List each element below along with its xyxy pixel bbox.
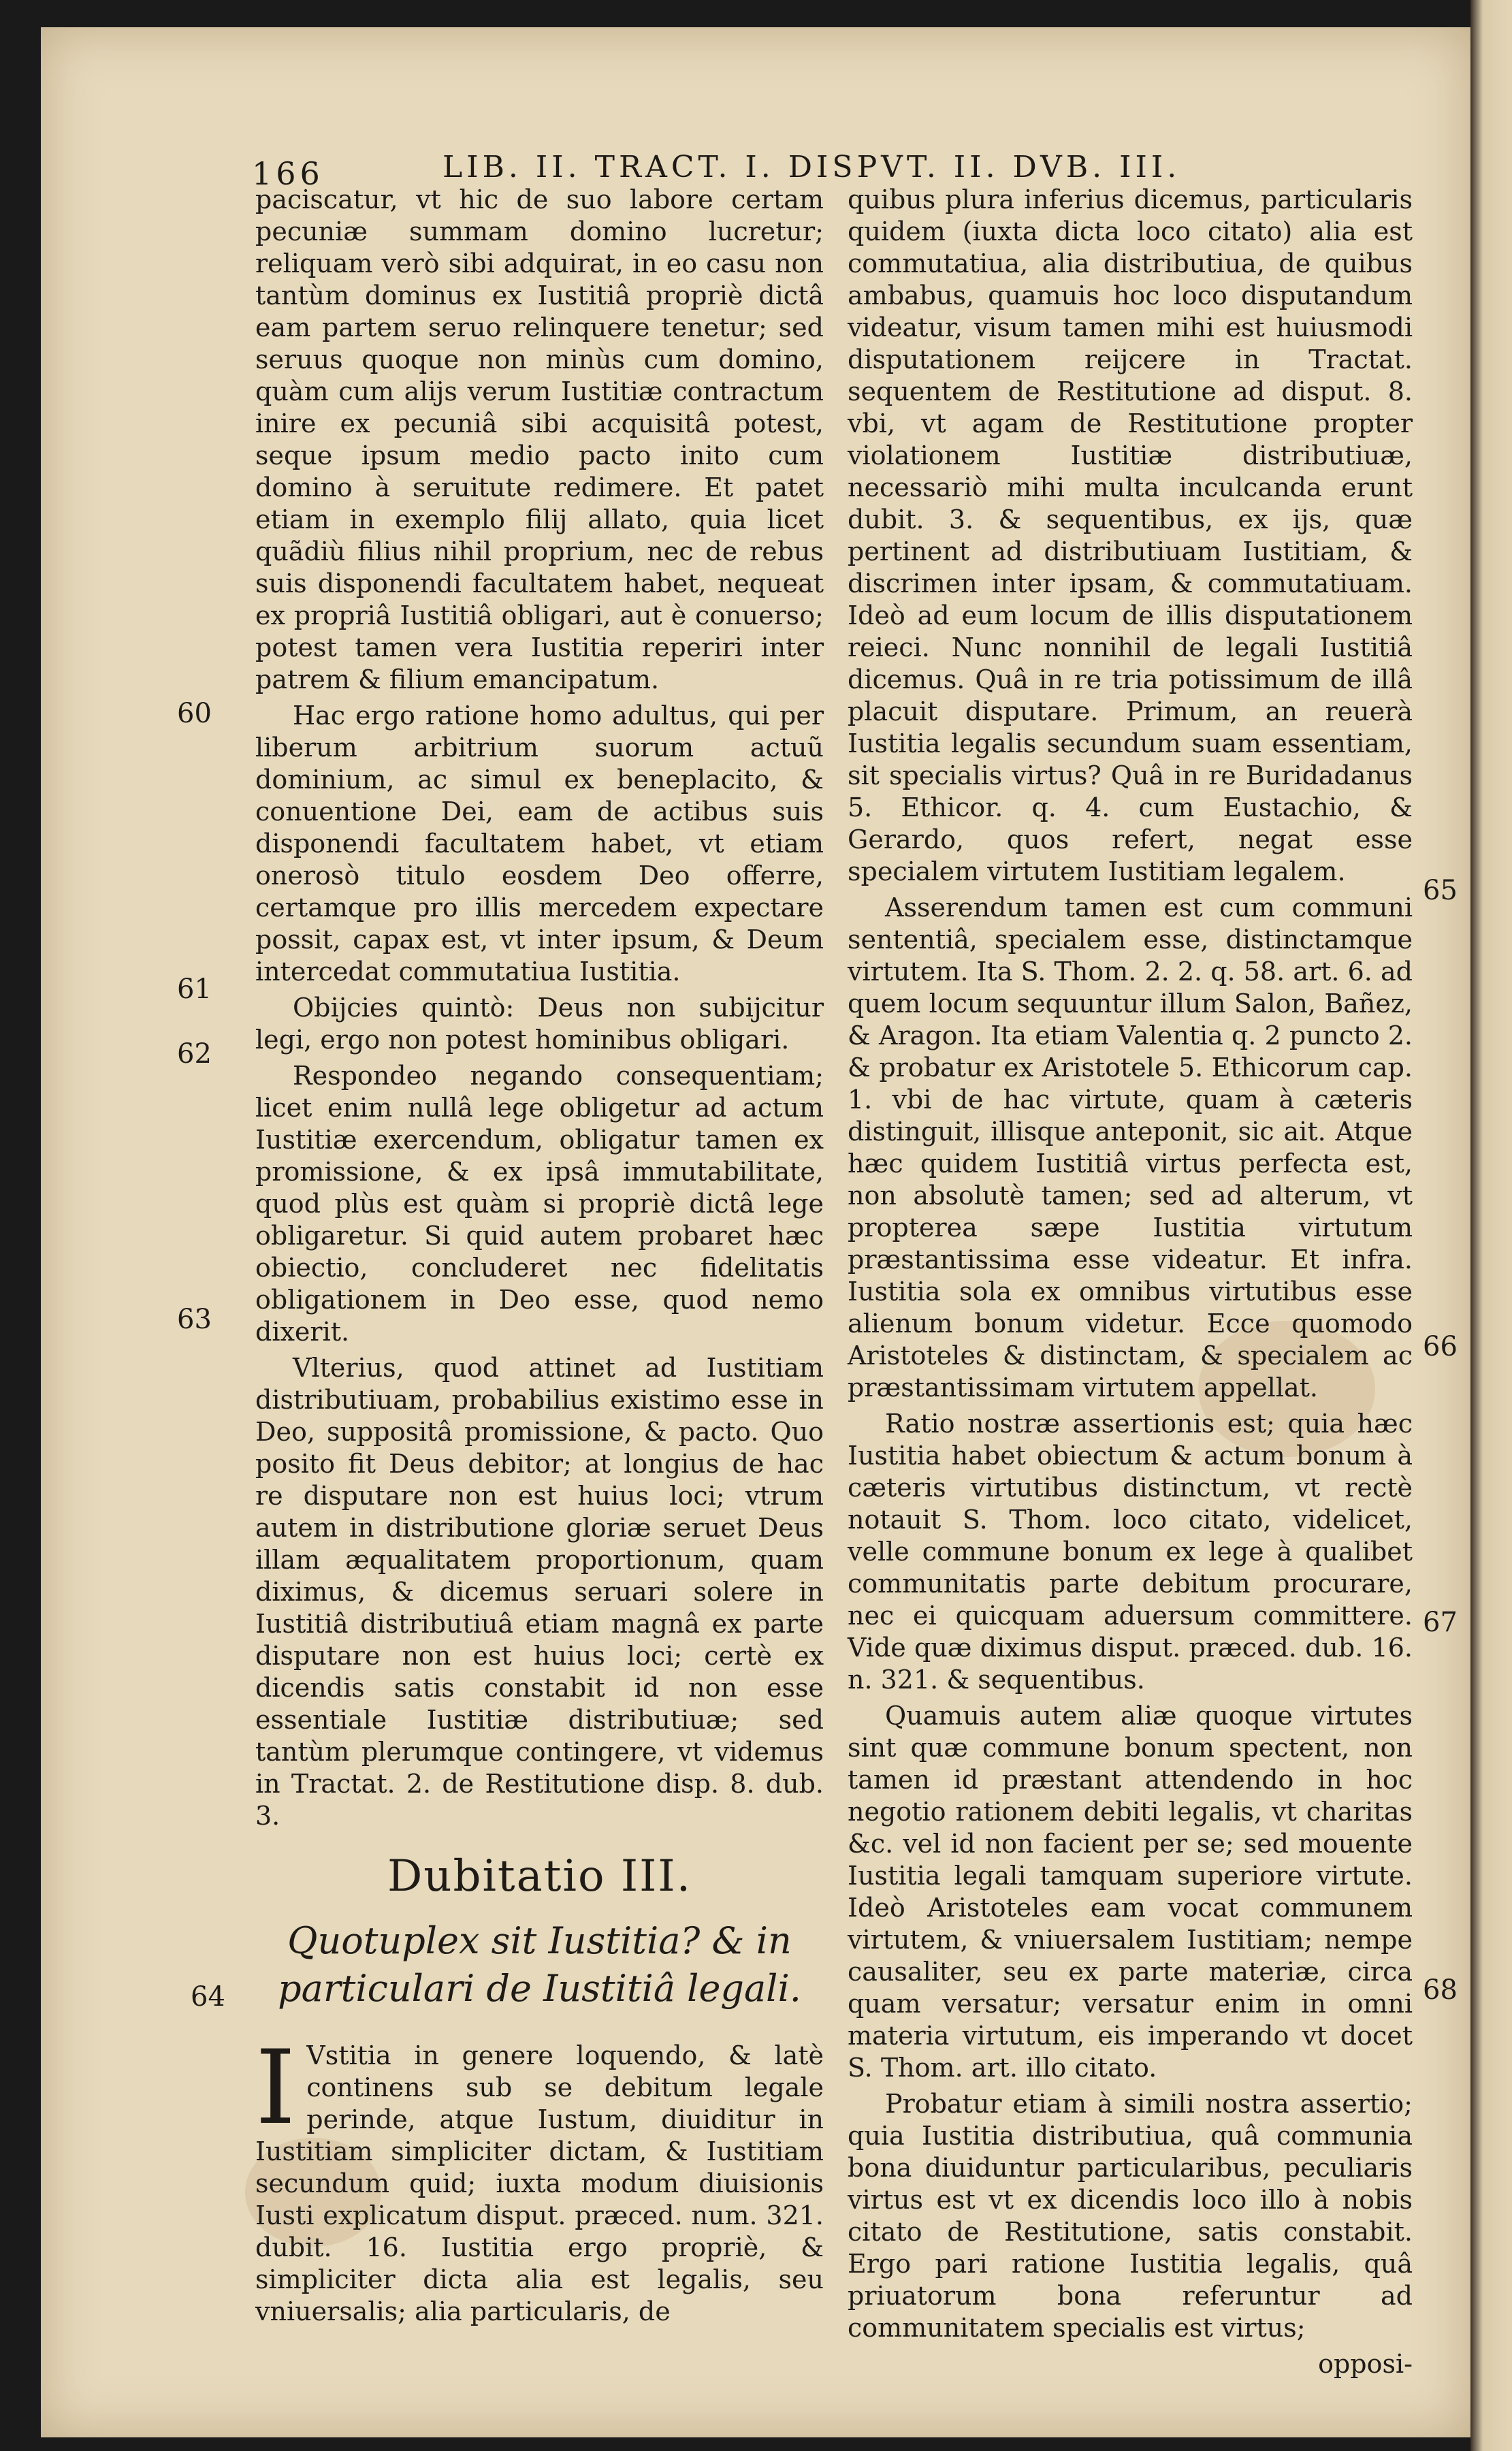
paragraph-continued: paciscatur, vt hic de suo labore certam pecuniæ summam domino lucretur; reliquam verò sibi adquirat, in eo casu non tantùm dominus ex Iustitiâ propriè dictâ eam partem seruo relinquere tenetur; sed seruus quoque non minùs cum domino, quàm cum alijs verum Iustitiæ contractum inire ex pecuniâ sibi acquisitâ potest, seque ipsum medio pacto inito cum domino à seruitute redimere. Et patet etiam in exemplo filij allato, quia licet quãdiù filius nihil proprium, nec de rebus suis disponendi facultatem habet, nequeat ex propriâ Iustitiâ obligari, aut è conuerso; potest tamen vera Iustitia reperiri inter patrem & filium emancipatum. <box>255 185 824 694</box>
margin-number-63: 63 <box>177 1304 212 1335</box>
paragraph-63: Vlterius, quod attinet ad Iustitiam distributiuam, probabilius existimo esse in Deo, suppositâ promissione, & pacto. Quo posito fit Deus debitor; at longius de hac re disputare non est huius loci; vtrum autem in distributione gloriæ seruet Deus illam æqualitatem proportionum, quam diximus, & dicemus seruari solere in Iustitiâ distributiuâ etiam magnâ ex parte disputare non est huius loci; certè ex dicendis satis constabit id non esse essentiale Iustitiæ distributiuæ; sed tantùm plerumque contingere, vt videmus in Tractat. 2. de Restitutione disp. 8. dub. 3. <box>255 1353 824 1831</box>
paragraph-64 <box>255 2029 824 2328</box>
margin-number-62: 62 <box>177 1038 212 1070</box>
next-page-edge <box>1470 0 1512 2451</box>
paragraph-62: Respondeo negando consequentiam; licet enim nullâ lege obligetur ad actum Iustitiæ exercendum, obligatur tamen ex promissione, & ex ipsâ immutabilitate, quod plùs est quàm si propriè dictâ lege obligaretur. Si quid autem probaret hæc obiectio, concluderet nec fidelitatis obligationem in Deo esse, quod nemo dixerit. <box>255 1061 824 1347</box>
page-number: 166 <box>252 155 324 192</box>
margin-number-66: 66 <box>1423 1331 1458 1362</box>
paragraph-60: Hac ergo ratione homo adultus, qui per liberum arbitrium suorum actuũ dominium, ac simul ex beneplacito, & conuentione Dei, eam de actibus suis disponendi facultatem habet, vt etiam onerosò titulo eosdem Deo offerre, certamque pro illis mercedem expectare possit, capax est, vt inter ipsum, & Deum intercedat commutatiua Iustitia. <box>255 701 824 987</box>
paragraph-61: Obijcies quintò: Deus non subijcitur legi, ergo non potest hominibus obligari. <box>255 993 824 1055</box>
margin-number-65: 65 <box>1423 875 1458 906</box>
paragraph-continued-right: quibus plura inferius dicemus, particularis quidem (iuxta dicta loco citato) alia est commutatiua, alia distributiua, de quibus ambabus, quamuis hoc loco disputandum videatur, visum tamen mihi est huiusmodi disputationem reijcere in Tractat. sequentem de Restitutione ad disput. 8. vbi, vt agam de Restitutione propter violationem Iustitiæ distributiuæ, necessariò mihi multa inculcanda erunt dubit. 3. & sequentibus, ex ijs, quæ pertinent ad distributiuam Iustitiam, & discrimen inter ipsam, & commutatiuam. Ideò ad eum locum de illis disputationem reieci. Nunc nonnihil de legali Iustitiâ dicemus. Quâ in re tria potissimum de illâ placuit disputare. Primum, an reuerà Iustitia legalis secundum suam essentiam, sit specialis virtus? Quâ in re Buridadanus 5. Ethicor. q. 4. cum Eustachio, & Gerardo, quos refert, negat esse specialem virtutem Iustitiam legalem. <box>848 185 1413 886</box>
right-column <box>848 184 1413 2380</box>
book-page <box>41 27 1470 2437</box>
paragraph-68: Probatur etiam à simili nostra assertio; quia Iustitia distributiua, quâ communia bona diuiduntur particularibus, peculiaris virtus est vt ex dicendis loco illo à nobis citato de Restitutione, satis constabit. Ergo pari ratione Iustitia legalis, quâ priuatorum bona referuntur ad communitatem specialis est virtus; <box>848 2089 1413 2343</box>
paragraph-66: Ratio nostræ assertionis est; quia hæc Iustitia habet obiectum & actum bonum à cæteris virtutibus distinctum, vt rectè notauit S. Thom. loco citato, videlicet, velle commune bonum ex lege à qualibet communitatis parte debitum procurare, nec ei quicquam aduersum committere. Vide quæ diximus disput. præced. dub. 16. n. 321. & sequentibus. <box>848 1409 1413 1695</box>
section-heading: Dubitatio III. <box>387 1851 692 1902</box>
margin-number-60: 60 <box>177 698 212 729</box>
drop-cap: I <box>255 2029 296 2147</box>
left-column <box>255 184 824 2332</box>
paragraph-67: Quamuis autem aliæ quoque virtutes sint quæ commune bonum spectent, non tamen id præstant attendendo in hoc negotio rationem debiti legalis, vt charitas &c. vel id non facient per se; sed mouente Iustitia legali tamquam superiore virtute. Ideò Aristoteles eam vocat communem virtutem, & vniuersalem Iustitiam; nempe causaliter, seu ex parte materiæ, circa quam versatur; versatur enim in omni materia virtutum, eis imperando vt docet S. Thom. art. illo citato. <box>848 1701 1413 2083</box>
margin-number-67: 67 <box>1423 1607 1458 1638</box>
margin-number-68: 68 <box>1423 1974 1458 2006</box>
catchword: opposi- <box>1318 2349 1413 2379</box>
running-title: LIB. II. TRACT. I. DISPVT. II. DVB. III. <box>443 150 1181 185</box>
paragraph-64-text: Vstitia in genere loquendo, & latè continens sub se debitum legale perinde, atque Iustum, diuiditur in Iustitiam simpliciter dictam, & Iustitiam secundum quid; iuxta modum diuisionis Iusti explicatum disput. præced. num. 321. dubit. 16. Iustitia ergo propriè, & simpliciter dicta alia est legalis, seu vniuersalis; alia particularis, de <box>255 2040 824 2326</box>
section-subheading: Quotuplex sit Iustitia? & in particulari de Iustitiâ legali. <box>278 1919 801 2010</box>
margin-number-61: 61 <box>177 974 212 1005</box>
paragraph-65: Asserendum tamen est cum communi sententiâ, specialem esse, distinctamque virtutem. Ita S. Thom. 2. 2. q. 58. art. 6. ad quem locum sequuntur illum Salon, Bañez, & Aragon. Ita etiam Valentia q. 2 puncto 2. & probatur ex Aristotele 5. Ethicorum cap. 1. vbi de hac virtute, quam à cæteris distinguit, illisque anteponit, sic ait. Atque hæc quidem Iustitiâ virtus perfecta est, non absolutè tamen; sed ad alterum, vt propterea sæpe Iustitia virtutum præstantissima esse videatur. Et infra. Iustitia sola ex omnibus virtutibus esse alienum bonum videtur. Ecce quomodo Aristoteles & distinctam, & specialem ac præstantissimam virtutem appellat. <box>848 893 1413 1403</box>
page-header <box>211 123 1436 192</box>
margin-number-64: 64 <box>191 1981 225 2013</box>
